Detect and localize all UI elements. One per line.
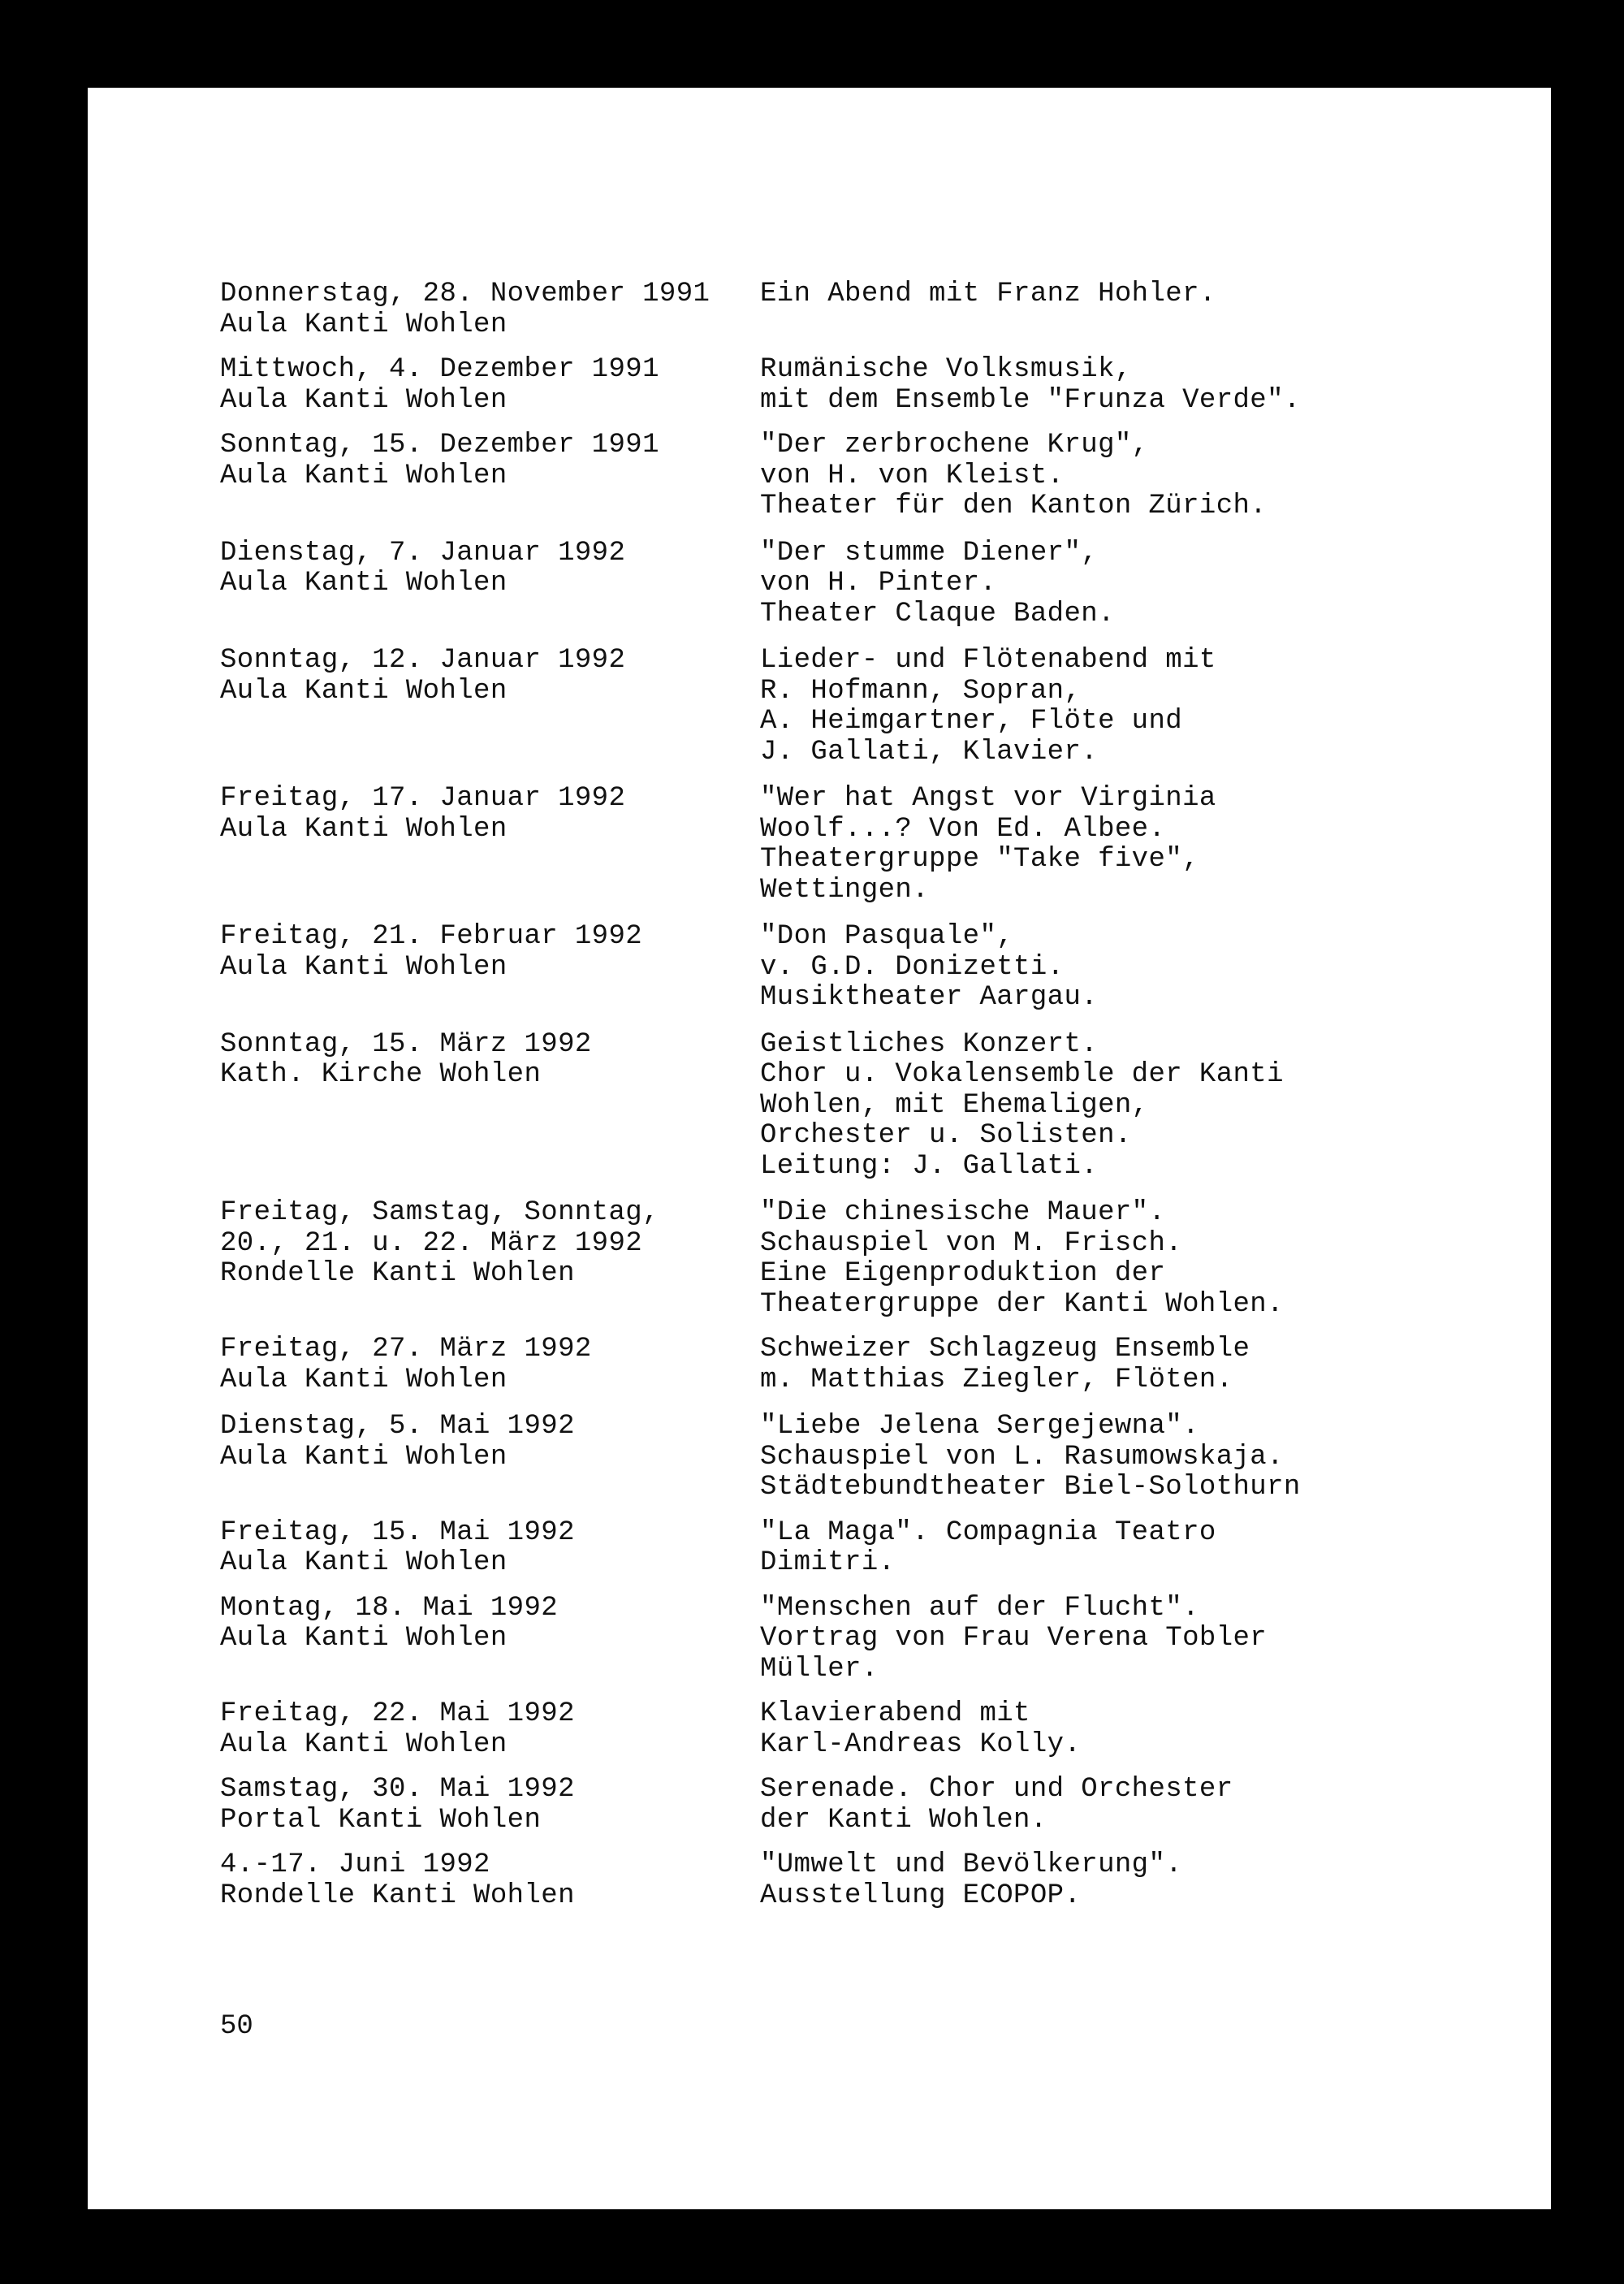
event-entry bbox=[220, 1775, 1454, 1836]
event-description-line: Chor u. Vokalensemble der Kanti bbox=[760, 1059, 1284, 1090]
event-description-line: Lieder- und Flötenabend mit bbox=[760, 645, 1216, 676]
event-description-line: v. G.D. Donizetti. bbox=[760, 951, 1065, 983]
event-description bbox=[760, 1594, 1454, 1685]
event-description bbox=[760, 1334, 1454, 1395]
event-venue: Aula Kanti Wohlen bbox=[220, 460, 508, 491]
event-entry bbox=[220, 355, 1454, 416]
event-date-venue bbox=[220, 784, 760, 845]
document-page bbox=[88, 88, 1551, 2209]
event-venue: Portal Kanti Wohlen bbox=[220, 1804, 542, 1836]
event-entry bbox=[220, 646, 1454, 768]
event-description bbox=[760, 1775, 1454, 1836]
event-date-venue bbox=[220, 1594, 760, 1655]
event-description-line: Schauspiel von L. Rasumowskaja. bbox=[760, 1441, 1284, 1473]
event-description-line: Musiktheater Aargau. bbox=[760, 982, 1099, 1013]
event-description-line: Klavierabend mit bbox=[760, 1698, 1030, 1729]
event-date: Montag, 18. Mai 1992 bbox=[220, 1592, 559, 1624]
event-date: Sonntag, 12. Januar 1992 bbox=[220, 645, 626, 676]
event-description-line: Serenade. Chor und Orchester bbox=[760, 1774, 1233, 1805]
event-date: Freitag, 27. März 1992 bbox=[220, 1334, 592, 1365]
event-description-line: "Wer hat Angst vor Virginia bbox=[760, 783, 1216, 814]
page-number: 50 bbox=[220, 2011, 253, 2042]
event-description-line: Theatergruppe "Take five", bbox=[760, 844, 1199, 875]
event-description-line: Dimitri. bbox=[760, 1547, 896, 1578]
event-date: Freitag, 17. Januar 1992 bbox=[220, 783, 626, 814]
event-entry bbox=[220, 922, 1454, 1014]
event-description bbox=[760, 1850, 1454, 1911]
event-description bbox=[760, 784, 1454, 906]
event-date: Donnerstag, 28. November 1991 bbox=[220, 279, 710, 309]
event-description bbox=[760, 355, 1454, 416]
event-venue: Aula Kanti Wohlen bbox=[220, 1547, 508, 1578]
event-description-line: "Der zerbrochene Krug", bbox=[760, 430, 1149, 461]
event-date: Freitag, Samstag, Sonntag, bbox=[220, 1197, 659, 1228]
event-description-line: Ein Abend mit Franz Hohler. bbox=[760, 279, 1216, 309]
event-description-line: "Der stumme Diener", bbox=[760, 537, 1099, 569]
event-description-line: Karl-Andreas Kolly. bbox=[760, 1728, 1082, 1760]
event-date: Sonntag, 15. März 1992 bbox=[220, 1028, 592, 1060]
event-description-line: von H. von Kleist. bbox=[760, 460, 1065, 491]
event-date: 20., 21. u. 22. März 1992 bbox=[220, 1227, 643, 1259]
event-entry bbox=[220, 430, 1454, 522]
event-description-line: Theatergruppe der Kanti Wohlen. bbox=[760, 1288, 1284, 1320]
event-entry bbox=[220, 1030, 1454, 1183]
event-venue: Aula Kanti Wohlen bbox=[220, 568, 508, 599]
event-description bbox=[760, 1030, 1454, 1183]
event-date-venue bbox=[220, 922, 760, 983]
event-entry bbox=[220, 279, 1454, 340]
event-description-line: Theater für den Kanton Zürich. bbox=[760, 491, 1268, 521]
event-date: Sonntag, 15. Dezember 1991 bbox=[220, 430, 659, 461]
event-entry bbox=[220, 1850, 1454, 1911]
event-date-venue bbox=[220, 539, 760, 599]
event-venue: Rondelle Kanti Wohlen bbox=[220, 1258, 575, 1289]
event-date: Mittwoch, 4. Dezember 1991 bbox=[220, 354, 659, 385]
event-date: Freitag, 15. Mai 1992 bbox=[220, 1516, 575, 1548]
event-description bbox=[760, 539, 1454, 630]
event-description-line: "La Maga". Compagnia Teatro bbox=[760, 1516, 1216, 1548]
event-date-venue bbox=[220, 279, 760, 340]
event-description bbox=[760, 1699, 1454, 1760]
event-description-line: "Don Pasquale", bbox=[760, 921, 1014, 952]
event-venue: Kath. Kirche Wohlen bbox=[220, 1059, 542, 1090]
event-description-line: "Liebe Jelena Sergejewna". bbox=[760, 1411, 1199, 1442]
event-venue: Aula Kanti Wohlen bbox=[220, 675, 508, 707]
event-description-line: Woolf...? Von Ed. Albee. bbox=[760, 813, 1166, 845]
event-description-line: m. Matthias Ziegler, Flöten. bbox=[760, 1364, 1233, 1395]
event-description-line: Schauspiel von M. Frisch. bbox=[760, 1227, 1183, 1259]
event-description bbox=[760, 1518, 1454, 1579]
event-description-line: von H. Pinter. bbox=[760, 568, 997, 599]
event-venue: Rondelle Kanti Wohlen bbox=[220, 1880, 575, 1911]
event-description-line: Wohlen, mit Ehemaligen, bbox=[760, 1089, 1149, 1121]
event-description bbox=[760, 279, 1454, 310]
event-entry bbox=[220, 1594, 1454, 1685]
event-description-line: Ausstellung ECOPOP. bbox=[760, 1880, 1082, 1911]
event-date: Dienstag, 5. Mai 1992 bbox=[220, 1411, 575, 1442]
event-date: Freitag, 21. Februar 1992 bbox=[220, 921, 643, 952]
event-description-line: der Kanti Wohlen. bbox=[760, 1804, 1047, 1836]
event-description bbox=[760, 430, 1454, 522]
event-description-line: R. Hofmann, Sopran, bbox=[760, 675, 1082, 707]
event-description-line: A. Heimgartner, Flöte und bbox=[760, 706, 1183, 737]
event-date-venue bbox=[220, 1518, 760, 1579]
event-description bbox=[760, 1412, 1454, 1503]
event-date-venue bbox=[220, 1699, 760, 1760]
event-description-line: Theater Claque Baden. bbox=[760, 598, 1115, 629]
event-venue: Aula Kanti Wohlen bbox=[220, 1623, 508, 1654]
event-venue: Aula Kanti Wohlen bbox=[220, 309, 508, 340]
event-entry bbox=[220, 784, 1454, 906]
event-date: Freitag, 22. Mai 1992 bbox=[220, 1698, 575, 1729]
event-entry bbox=[220, 1412, 1454, 1503]
event-date-venue bbox=[220, 1334, 760, 1395]
event-date-venue bbox=[220, 430, 760, 491]
event-date-venue bbox=[220, 1198, 760, 1290]
event-date: Samstag, 30. Mai 1992 bbox=[220, 1774, 575, 1805]
event-date-venue bbox=[220, 1030, 760, 1091]
event-description bbox=[760, 646, 1454, 768]
event-description-line: Rumänische Volksmusik, bbox=[760, 354, 1132, 385]
event-entry bbox=[220, 539, 1454, 630]
event-description-line: Städtebundtheater Biel-Solothurn bbox=[760, 1472, 1301, 1503]
event-venue: Aula Kanti Wohlen bbox=[220, 384, 508, 416]
event-description-line: mit dem Ensemble "Frunza Verde". bbox=[760, 384, 1301, 416]
event-date: 4.-17. Juni 1992 bbox=[220, 1849, 490, 1880]
event-description bbox=[760, 1198, 1454, 1320]
event-description-line: Eine Eigenproduktion der bbox=[760, 1258, 1166, 1289]
event-description-line: Geistliches Konzert. bbox=[760, 1028, 1099, 1060]
event-description-line: "Umwelt und Bevölkerung". bbox=[760, 1849, 1183, 1880]
event-venue: Aula Kanti Wohlen bbox=[220, 1441, 508, 1473]
event-entry bbox=[220, 1518, 1454, 1579]
event-date-venue bbox=[220, 1412, 760, 1473]
event-venue: Aula Kanti Wohlen bbox=[220, 1364, 508, 1395]
event-date-venue bbox=[220, 355, 760, 416]
event-description-line: "Die chinesische Mauer". bbox=[760, 1197, 1166, 1228]
event-venue: Aula Kanti Wohlen bbox=[220, 813, 508, 845]
event-description-line: J. Gallati, Klavier. bbox=[760, 736, 1099, 768]
event-entry bbox=[220, 1198, 1454, 1320]
event-description-line: Leitung: J. Gallati. bbox=[760, 1150, 1099, 1182]
event-venue: Aula Kanti Wohlen bbox=[220, 951, 508, 983]
event-description-line: Vortrag von Frau Verena Tobler bbox=[760, 1623, 1268, 1654]
event-description-line: Schweizer Schlagzeug Ensemble bbox=[760, 1334, 1250, 1365]
event-schedule bbox=[220, 265, 1454, 1911]
event-entry bbox=[220, 1699, 1454, 1760]
event-date-venue bbox=[220, 1850, 760, 1911]
event-description-line: Wettingen. bbox=[760, 874, 930, 906]
event-date-venue bbox=[220, 646, 760, 707]
event-venue: Aula Kanti Wohlen bbox=[220, 1728, 508, 1760]
event-description bbox=[760, 922, 1454, 1014]
event-description-line: Müller. bbox=[760, 1653, 879, 1685]
event-date-venue bbox=[220, 1775, 760, 1836]
event-description-line: Orchester u. Solisten. bbox=[760, 1120, 1132, 1151]
event-date: Dienstag, 7. Januar 1992 bbox=[220, 537, 626, 569]
event-description-line: "Menschen auf der Flucht". bbox=[760, 1592, 1199, 1624]
event-entry bbox=[220, 1334, 1454, 1395]
